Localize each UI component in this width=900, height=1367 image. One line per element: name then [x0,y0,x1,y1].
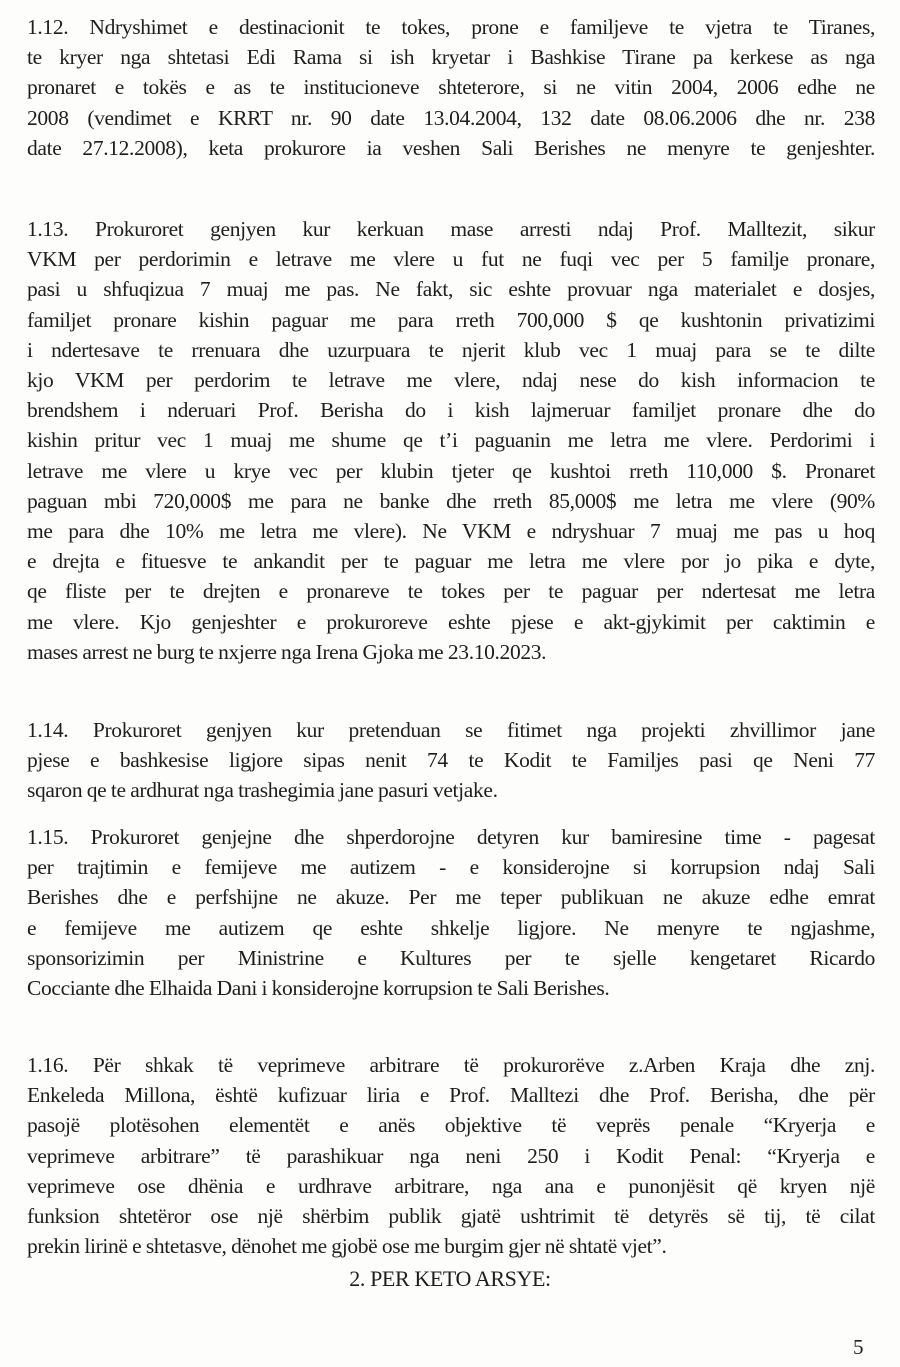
paragraph-line: VKM per perdorimin e letrave me vlere u fut ne fuqi vec per 5 familje pronare, [27,247,875,272]
paragraph-line: me para dhe 10% me letra me vlere). Ne VKM e ndryshuar 7 muaj me pas u hoq [27,519,875,544]
paragraph-line: pjese e bashkesise ligjore sipas nenit 74 te Kodit te Familjes pasi qe Neni 77 [27,748,875,773]
paragraph-line: te kryer nga shtetasi Edi Rama si ish kryetar i Bashkise Tirane pa kerkese as nga [27,45,875,70]
paragraph-line: date 27.12.2008), keta prokurore ia veshen Sali Berishes ne menyre te genjeshter. [27,135,875,160]
page-number: 5 [853,1335,864,1359]
paragraph-1-14 [27,715,875,806]
paragraph-line: 1.12. Ndryshimet e destinacionit te tokes, prone e familjeve te vjetra te Tiranes, [27,15,875,39]
paragraph-line: pasi u shfuqizua 7 muaj me pas. Ne fakt, sic eshte provuar nga materialet e dosjes, [27,277,875,302]
paragraph-1-12 [27,12,875,163]
paragraph-line: funksion shtetëror ose një shërbim publik gjatë ushtrimit të detyrës së tij, të cilat [27,1204,875,1229]
paragraph-line: mases arrest ne burg te nxjerre nga Irena Gjoka me 23.10.2023. [27,639,547,664]
paragraph-line: letrave me vlere u krye vec per klubin tjeter qe kushtoi rreth 110,000 $. Pronaret [27,458,875,483]
paragraph-1-16 [27,1050,875,1261]
paragraph-line: Berishes dhe e perfshijne ne akuze. Per me teper publikuan ne akuze edhe emrat [27,885,875,910]
paragraph-line: prekin lirinë e shtetasve, dënohet me gjobë ose me burgim gjer në shtatë vjet”. [27,1234,667,1259]
paragraph-line: sqaron qe te ardhurat nga trashegimia jane pasuri vetjake. [27,778,498,803]
paragraph-line: kjo VKM per perdorim te letrave me vlere, ndaj nese do kish informacion te [27,368,875,393]
paragraph-line: pasojë plotësohen elementët e anës objektive të veprës penale “Kryerja e [27,1113,875,1138]
paragraph-1-15 [27,822,875,1003]
paragraph-line: sponsorizimin per Ministrine e Kultures per te sjelle kengetaret Ricardo [27,945,875,970]
paragraph-line: 1.13. Prokuroret genjyen kur kerkuan mase arresti ndaj Prof. Malltezit, sikur [27,217,875,241]
paragraph-line: e drejta e fituesve te ankandit per te paguar me letra me vlere por jo pika e dyte, [27,549,875,574]
paragraph-line: i ndertesave te rrenuara dhe uzurpuara te njerit klub vec 1 muaj para se te dilte [27,337,875,362]
paragraph-1-13 [27,214,875,667]
paragraph-line: kishin pritur vec 1 muaj me shume qe t’i paguanin me letra me vlere. Perdorimi i [27,428,875,453]
section-heading: 2. PER KETO ARSYE: [349,1266,551,1291]
paragraph-line: veprimeve arbitrare” të parashikuar nga neni 250 i Kodit Penal: “Kryerja e [27,1143,875,1168]
paragraph-line: e femijeve me autizem qe eshte shkelje ligjore. Ne menyre te ngjashme, [27,915,875,940]
paragraph-line: 2008 (vendimet e KRRT nr. 90 date 13.04.2004, 132 date 08.06.2006 dhe nr. 238 [27,105,875,130]
paragraph-line: Cocciante dhe Elhaida Dani i konsiderojne korrupsion te Sali Berishes. [27,976,610,1001]
paragraph-line: per trajtimin e femijeve me autizem - e konsiderojne si korrupsion ndaj Sali [27,855,875,880]
paragraph-line: qe fliste per te drejten e pronareve te tokes per te paguar per ndertesat me letra [27,579,875,604]
paragraph-line: paguan mbi 720,000$ me para ne banke dhe rreth 85,000$ me letra me vlere (90% [27,488,875,513]
paragraph-line: 1.14. Prokuroret genjyen kur pretenduan se fitimet nga projekti zhvillimor jane [27,718,875,742]
paragraph-line: 1.16. Për shkak të veprimeve arbitrare të prokurorëve z.Arben Kraja dhe znj. [27,1053,875,1077]
paragraph-line: Enkeleda Millona, është kufizuar liria e Prof. Malltezi dhe Prof. Berisha, dhe për [27,1083,875,1108]
paragraph-line: me vlere. Kjo genjeshter e prokuroreve eshte pjese e akt-gjykimit per caktimin e [27,609,875,634]
paragraph-line: 1.15. Prokuroret genjejne dhe shperdorojne detyren kur bamiresine time - pagesat [27,825,875,849]
paragraph-line: brendshem i nderuari Prof. Berisha do i kish lajmeruar familjet pronare dhe do [27,398,875,423]
paragraph-line: pronaret e tokës e as te institucioneve shteterore, si ne vitin 2004, 2006 edhe ne [27,75,875,100]
paragraph-line: familjet pronare kishin paguar me para rreth 700,000 $ qe kushtonin privatizimi [27,307,875,332]
paragraph-line: veprimeve ose dhënia e urdhrave arbitrare, nga ana e punonjësit që kryen një [27,1173,875,1198]
